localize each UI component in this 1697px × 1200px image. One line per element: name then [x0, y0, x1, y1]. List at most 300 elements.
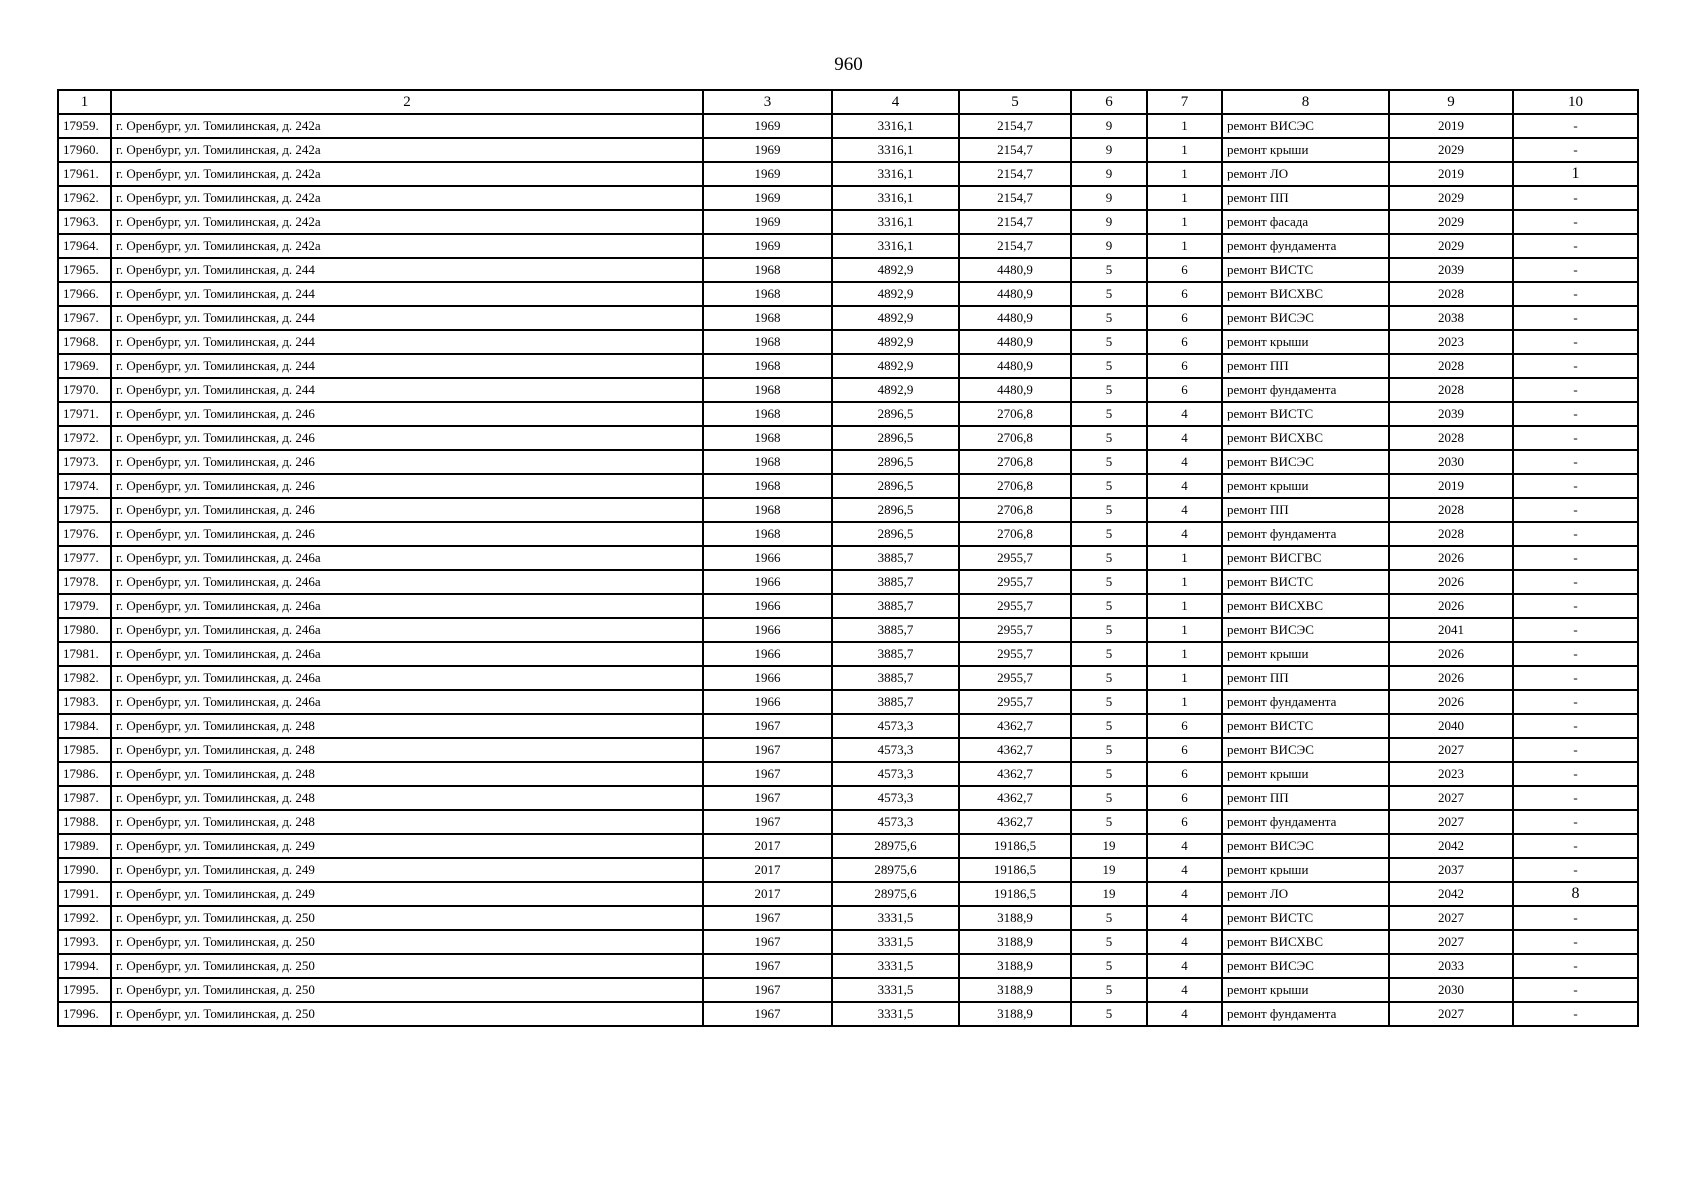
elevator-count-cell: - — [1513, 594, 1638, 618]
row-number-cell: 17980. — [58, 618, 111, 642]
elevator-count-cell: - — [1513, 786, 1638, 810]
table-row — [58, 114, 1638, 138]
row-number-cell: 17965. — [58, 258, 111, 282]
floors-cell: 5 — [1071, 786, 1147, 810]
work-type-cell: ремонт крыши — [1222, 858, 1389, 882]
row-number-cell: 17993. — [58, 930, 111, 954]
entrances-cell: 1 — [1147, 642, 1222, 666]
table-row — [58, 522, 1638, 546]
row-number-cell: 17985. — [58, 738, 111, 762]
row-number-cell: 17979. — [58, 594, 111, 618]
total-area-cell: 3331,5 — [832, 954, 959, 978]
table-row — [58, 786, 1638, 810]
address-cell: г. Оренбург, ул. Томилинская, д. 250 — [111, 978, 703, 1002]
living-area-cell: 2706,8 — [959, 450, 1071, 474]
table-row — [58, 498, 1638, 522]
living-area-cell: 2706,8 — [959, 522, 1071, 546]
build-year-cell: 1966 — [703, 666, 832, 690]
work-type-cell: ремонт фундамента — [1222, 810, 1389, 834]
row-number-cell: 17995. — [58, 978, 111, 1002]
entrances-cell: 4 — [1147, 522, 1222, 546]
planned-year-cell: 2029 — [1389, 210, 1513, 234]
build-year-cell: 1967 — [703, 1002, 832, 1026]
address-cell: г. Оренбург, ул. Томилинская, д. 250 — [111, 1002, 703, 1026]
build-year-cell: 1967 — [703, 714, 832, 738]
floors-cell: 9 — [1071, 234, 1147, 258]
header-cell-7: 7 — [1147, 90, 1222, 114]
floors-cell: 5 — [1071, 738, 1147, 762]
total-area-cell: 3331,5 — [832, 978, 959, 1002]
floors-cell: 5 — [1071, 450, 1147, 474]
entrances-cell: 1 — [1147, 618, 1222, 642]
entrances-cell: 1 — [1147, 162, 1222, 186]
living-area-cell: 4480,9 — [959, 378, 1071, 402]
planned-year-cell: 2029 — [1389, 186, 1513, 210]
table-row — [58, 618, 1638, 642]
living-area-cell: 4362,7 — [959, 738, 1071, 762]
planned-year-cell: 2023 — [1389, 762, 1513, 786]
row-number-cell: 17986. — [58, 762, 111, 786]
table-row — [58, 906, 1638, 930]
header-cell-6: 6 — [1071, 90, 1147, 114]
row-number-cell: 17966. — [58, 282, 111, 306]
work-type-cell: ремонт фундамента — [1222, 378, 1389, 402]
table-row — [58, 690, 1638, 714]
floors-cell: 5 — [1071, 762, 1147, 786]
total-area-cell: 4573,3 — [832, 714, 959, 738]
living-area-cell: 2955,7 — [959, 570, 1071, 594]
total-area-cell: 3316,1 — [832, 114, 959, 138]
elevator-count-cell: 1 — [1513, 162, 1638, 186]
planned-year-cell: 2027 — [1389, 786, 1513, 810]
row-number-cell: 17987. — [58, 786, 111, 810]
build-year-cell: 1968 — [703, 522, 832, 546]
address-cell: г. Оренбург, ул. Томилинская, д. 248 — [111, 810, 703, 834]
floors-cell: 5 — [1071, 474, 1147, 498]
work-type-cell: ремонт ВИСЭС — [1222, 450, 1389, 474]
work-type-cell: ремонт ПП — [1222, 354, 1389, 378]
work-type-cell: ремонт ВИСЭС — [1222, 114, 1389, 138]
address-cell: г. Оренбург, ул. Томилинская, д. 244 — [111, 306, 703, 330]
elevator-count-cell: - — [1513, 186, 1638, 210]
build-year-cell: 1968 — [703, 306, 832, 330]
elevator-count-cell: - — [1513, 450, 1638, 474]
table-row — [58, 570, 1638, 594]
entrances-cell: 1 — [1147, 138, 1222, 162]
living-area-cell: 2706,8 — [959, 402, 1071, 426]
floors-cell: 5 — [1071, 1002, 1147, 1026]
living-area-cell: 2154,7 — [959, 210, 1071, 234]
total-area-cell: 4573,3 — [832, 810, 959, 834]
work-type-cell: ремонт ВИСТС — [1222, 402, 1389, 426]
build-year-cell: 1966 — [703, 546, 832, 570]
row-number-cell: 17972. — [58, 426, 111, 450]
entrances-cell: 4 — [1147, 426, 1222, 450]
address-cell: г. Оренбург, ул. Томилинская, д. 242а — [111, 234, 703, 258]
total-area-cell: 28975,6 — [832, 834, 959, 858]
planned-year-cell: 2033 — [1389, 954, 1513, 978]
table-row — [58, 834, 1638, 858]
row-number-cell: 17962. — [58, 186, 111, 210]
build-year-cell: 1968 — [703, 282, 832, 306]
elevator-count-cell: - — [1513, 378, 1638, 402]
row-number-cell: 17984. — [58, 714, 111, 738]
total-area-cell: 4573,3 — [832, 786, 959, 810]
floors-cell: 19 — [1071, 858, 1147, 882]
elevator-count-cell: - — [1513, 930, 1638, 954]
planned-year-cell: 2026 — [1389, 690, 1513, 714]
row-number-cell: 17978. — [58, 570, 111, 594]
elevator-count-cell: - — [1513, 498, 1638, 522]
address-cell: г. Оренбург, ул. Томилинская, д. 248 — [111, 762, 703, 786]
row-number-cell: 17960. — [58, 138, 111, 162]
planned-year-cell: 2028 — [1389, 426, 1513, 450]
table-row — [58, 162, 1638, 186]
planned-year-cell: 2027 — [1389, 738, 1513, 762]
planned-year-cell: 2029 — [1389, 234, 1513, 258]
planned-year-cell: 2029 — [1389, 138, 1513, 162]
elevator-count-cell: - — [1513, 954, 1638, 978]
planned-year-cell: 2023 — [1389, 330, 1513, 354]
entrances-cell: 1 — [1147, 666, 1222, 690]
entrances-cell: 6 — [1147, 810, 1222, 834]
floors-cell: 9 — [1071, 210, 1147, 234]
entrances-cell: 4 — [1147, 474, 1222, 498]
living-area-cell: 19186,5 — [959, 882, 1071, 906]
build-year-cell: 1968 — [703, 330, 832, 354]
total-area-cell: 2896,5 — [832, 522, 959, 546]
elevator-count-cell: - — [1513, 210, 1638, 234]
build-year-cell: 1968 — [703, 354, 832, 378]
total-area-cell: 3331,5 — [832, 930, 959, 954]
work-type-cell: ремонт ПП — [1222, 498, 1389, 522]
total-area-cell: 3331,5 — [832, 1002, 959, 1026]
address-cell: г. Оренбург, ул. Томилинская, д. 248 — [111, 738, 703, 762]
work-type-cell: ремонт ЛО — [1222, 882, 1389, 906]
address-cell: г. Оренбург, ул. Томилинская, д. 244 — [111, 282, 703, 306]
address-cell: г. Оренбург, ул. Томилинская, д. 246 — [111, 426, 703, 450]
floors-cell: 9 — [1071, 138, 1147, 162]
repair-schedule-table — [57, 89, 1639, 1027]
entrances-cell: 4 — [1147, 450, 1222, 474]
living-area-cell: 3188,9 — [959, 930, 1071, 954]
work-type-cell: ремонт ВИСТС — [1222, 570, 1389, 594]
living-area-cell: 2154,7 — [959, 114, 1071, 138]
elevator-count-cell: - — [1513, 114, 1638, 138]
build-year-cell: 1966 — [703, 570, 832, 594]
work-type-cell: ремонт крыши — [1222, 978, 1389, 1002]
elevator-count-cell: - — [1513, 762, 1638, 786]
elevator-count-cell: - — [1513, 642, 1638, 666]
header-cell-3: 3 — [703, 90, 832, 114]
elevator-count-cell: - — [1513, 906, 1638, 930]
table-row — [58, 402, 1638, 426]
work-type-cell: ремонт ЛО — [1222, 162, 1389, 186]
work-type-cell: ремонт ВИСХВС — [1222, 930, 1389, 954]
living-area-cell: 4480,9 — [959, 258, 1071, 282]
planned-year-cell: 2030 — [1389, 450, 1513, 474]
build-year-cell: 1969 — [703, 234, 832, 258]
row-number-cell: 17968. — [58, 330, 111, 354]
elevator-count-cell: - — [1513, 978, 1638, 1002]
address-cell: г. Оренбург, ул. Томилинская, д. 249 — [111, 834, 703, 858]
planned-year-cell: 2026 — [1389, 546, 1513, 570]
planned-year-cell: 2040 — [1389, 714, 1513, 738]
living-area-cell: 2955,7 — [959, 690, 1071, 714]
address-cell: г. Оренбург, ул. Томилинская, д. 246 — [111, 522, 703, 546]
build-year-cell: 2017 — [703, 882, 832, 906]
floors-cell: 5 — [1071, 306, 1147, 330]
planned-year-cell: 2019 — [1389, 114, 1513, 138]
work-type-cell: ремонт ПП — [1222, 666, 1389, 690]
elevator-count-cell: - — [1513, 474, 1638, 498]
elevator-count-cell: - — [1513, 234, 1638, 258]
work-type-cell: ремонт ВИСХВС — [1222, 282, 1389, 306]
living-area-cell: 2955,7 — [959, 618, 1071, 642]
table-row — [58, 234, 1638, 258]
entrances-cell: 1 — [1147, 210, 1222, 234]
total-area-cell: 3331,5 — [832, 906, 959, 930]
total-area-cell: 4573,3 — [832, 738, 959, 762]
work-type-cell: ремонт фундамента — [1222, 1002, 1389, 1026]
total-area-cell: 4892,9 — [832, 282, 959, 306]
address-cell: г. Оренбург, ул. Томилинская, д. 249 — [111, 882, 703, 906]
build-year-cell: 1968 — [703, 498, 832, 522]
build-year-cell: 1967 — [703, 738, 832, 762]
living-area-cell: 2154,7 — [959, 162, 1071, 186]
row-number-cell: 17996. — [58, 1002, 111, 1026]
living-area-cell: 2154,7 — [959, 234, 1071, 258]
entrances-cell: 1 — [1147, 546, 1222, 570]
work-type-cell: ремонт ВИСХВС — [1222, 594, 1389, 618]
row-number-cell: 17961. — [58, 162, 111, 186]
living-area-cell: 3188,9 — [959, 1002, 1071, 1026]
floors-cell: 5 — [1071, 258, 1147, 282]
address-cell: г. Оренбург, ул. Томилинская, д. 246а — [111, 570, 703, 594]
floors-cell: 5 — [1071, 570, 1147, 594]
build-year-cell: 1967 — [703, 762, 832, 786]
address-cell: г. Оренбург, ул. Томилинская, д. 250 — [111, 930, 703, 954]
work-type-cell: ремонт крыши — [1222, 330, 1389, 354]
planned-year-cell: 2028 — [1389, 282, 1513, 306]
entrances-cell: 6 — [1147, 786, 1222, 810]
table-row — [58, 738, 1638, 762]
elevator-count-cell: - — [1513, 354, 1638, 378]
row-number-cell: 17992. — [58, 906, 111, 930]
row-number-cell: 17971. — [58, 402, 111, 426]
build-year-cell: 1969 — [703, 186, 832, 210]
planned-year-cell: 2041 — [1389, 618, 1513, 642]
work-type-cell: ремонт крыши — [1222, 138, 1389, 162]
work-type-cell: ремонт крыши — [1222, 762, 1389, 786]
row-number-cell: 17982. — [58, 666, 111, 690]
entrances-cell: 6 — [1147, 282, 1222, 306]
entrances-cell: 6 — [1147, 330, 1222, 354]
table-row — [58, 138, 1638, 162]
entrances-cell: 4 — [1147, 402, 1222, 426]
living-area-cell: 19186,5 — [959, 858, 1071, 882]
floors-cell: 5 — [1071, 642, 1147, 666]
entrances-cell: 4 — [1147, 906, 1222, 930]
address-cell: г. Оренбург, ул. Томилинская, д. 246а — [111, 642, 703, 666]
floors-cell: 5 — [1071, 522, 1147, 546]
table-row — [58, 474, 1638, 498]
planned-year-cell: 2019 — [1389, 474, 1513, 498]
table-row — [58, 882, 1638, 906]
table-row — [58, 330, 1638, 354]
floors-cell: 5 — [1071, 666, 1147, 690]
planned-year-cell: 2042 — [1389, 882, 1513, 906]
floors-cell: 9 — [1071, 186, 1147, 210]
header-row — [58, 90, 1638, 114]
work-type-cell: ремонт ВИСЭС — [1222, 954, 1389, 978]
address-cell: г. Оренбург, ул. Томилинская, д. 246 — [111, 450, 703, 474]
elevator-count-cell: - — [1513, 690, 1638, 714]
floors-cell: 5 — [1071, 426, 1147, 450]
build-year-cell: 1967 — [703, 906, 832, 930]
row-number-cell: 17975. — [58, 498, 111, 522]
table-row — [58, 186, 1638, 210]
living-area-cell: 3188,9 — [959, 978, 1071, 1002]
build-year-cell: 1967 — [703, 810, 832, 834]
work-type-cell: ремонт ВИСТС — [1222, 258, 1389, 282]
table-row — [58, 306, 1638, 330]
address-cell: г. Оренбург, ул. Томилинская, д. 244 — [111, 378, 703, 402]
planned-year-cell: 2027 — [1389, 906, 1513, 930]
elevator-count-cell: - — [1513, 858, 1638, 882]
entrances-cell: 1 — [1147, 114, 1222, 138]
address-cell: г. Оренбург, ул. Томилинская, д. 246а — [111, 690, 703, 714]
planned-year-cell: 2028 — [1389, 354, 1513, 378]
living-area-cell: 3188,9 — [959, 906, 1071, 930]
total-area-cell: 4892,9 — [832, 258, 959, 282]
entrances-cell: 1 — [1147, 594, 1222, 618]
table-row — [58, 282, 1638, 306]
floors-cell: 5 — [1071, 906, 1147, 930]
living-area-cell: 4362,7 — [959, 714, 1071, 738]
row-number-cell: 17974. — [58, 474, 111, 498]
table-row — [58, 354, 1638, 378]
floors-cell: 5 — [1071, 978, 1147, 1002]
entrances-cell: 4 — [1147, 930, 1222, 954]
living-area-cell: 4480,9 — [959, 282, 1071, 306]
planned-year-cell: 2026 — [1389, 570, 1513, 594]
table-row — [58, 810, 1638, 834]
address-cell: г. Оренбург, ул. Томилинская, д. 242а — [111, 210, 703, 234]
entrances-cell: 4 — [1147, 834, 1222, 858]
work-type-cell: ремонт фасада — [1222, 210, 1389, 234]
living-area-cell: 4362,7 — [959, 762, 1071, 786]
living-area-cell: 4362,7 — [959, 810, 1071, 834]
address-cell: г. Оренбург, ул. Томилинская, д. 248 — [111, 786, 703, 810]
floors-cell: 5 — [1071, 282, 1147, 306]
row-number-cell: 17970. — [58, 378, 111, 402]
header-cell-2: 2 — [111, 90, 703, 114]
elevator-count-cell: - — [1513, 522, 1638, 546]
address-cell: г. Оренбург, ул. Томилинская, д. 250 — [111, 906, 703, 930]
total-area-cell: 4573,3 — [832, 762, 959, 786]
row-number-cell: 17988. — [58, 810, 111, 834]
table-row — [58, 378, 1638, 402]
row-number-cell: 17976. — [58, 522, 111, 546]
entrances-cell: 6 — [1147, 762, 1222, 786]
build-year-cell: 2017 — [703, 834, 832, 858]
address-cell: г. Оренбург, ул. Томилинская, д. 246а — [111, 546, 703, 570]
row-number-cell: 17967. — [58, 306, 111, 330]
floors-cell: 5 — [1071, 594, 1147, 618]
address-cell: г. Оренбург, ул. Томилинская, д. 246 — [111, 498, 703, 522]
elevator-count-cell: - — [1513, 834, 1638, 858]
elevator-count-cell: - — [1513, 618, 1638, 642]
work-type-cell: ремонт ВИСЭС — [1222, 618, 1389, 642]
elevator-count-cell: - — [1513, 138, 1638, 162]
elevator-count-cell: - — [1513, 570, 1638, 594]
living-area-cell: 2154,7 — [959, 138, 1071, 162]
total-area-cell: 2896,5 — [832, 450, 959, 474]
floors-cell: 5 — [1071, 402, 1147, 426]
planned-year-cell: 2039 — [1389, 258, 1513, 282]
address-cell: г. Оренбург, ул. Томилинская, д. 246 — [111, 402, 703, 426]
entrances-cell: 6 — [1147, 306, 1222, 330]
header-cell-8: 8 — [1222, 90, 1389, 114]
table-row — [58, 258, 1638, 282]
floors-cell: 9 — [1071, 162, 1147, 186]
total-area-cell: 4892,9 — [832, 330, 959, 354]
planned-year-cell: 2028 — [1389, 498, 1513, 522]
row-number-cell: 17991. — [58, 882, 111, 906]
entrances-cell: 6 — [1147, 378, 1222, 402]
build-year-cell: 1969 — [703, 138, 832, 162]
table-row — [58, 546, 1638, 570]
total-area-cell: 4892,9 — [832, 378, 959, 402]
row-number-cell: 17969. — [58, 354, 111, 378]
living-area-cell: 2955,7 — [959, 546, 1071, 570]
row-number-cell: 17959. — [58, 114, 111, 138]
page-number: 960 — [834, 54, 863, 75]
work-type-cell: ремонт ВИСТС — [1222, 906, 1389, 930]
total-area-cell: 2896,5 — [832, 426, 959, 450]
build-year-cell: 1966 — [703, 594, 832, 618]
floors-cell: 19 — [1071, 882, 1147, 906]
total-area-cell: 3885,7 — [832, 690, 959, 714]
row-number-cell: 17981. — [58, 642, 111, 666]
total-area-cell: 2896,5 — [832, 498, 959, 522]
floors-cell: 5 — [1071, 546, 1147, 570]
table-row — [58, 930, 1638, 954]
address-cell: г. Оренбург, ул. Томилинская, д. 244 — [111, 330, 703, 354]
row-number-cell: 17963. — [58, 210, 111, 234]
living-area-cell: 2955,7 — [959, 642, 1071, 666]
address-cell: г. Оренбург, ул. Томилинская, д. 246а — [111, 594, 703, 618]
entrances-cell: 1 — [1147, 186, 1222, 210]
living-area-cell: 4480,9 — [959, 306, 1071, 330]
address-cell: г. Оренбург, ул. Томилинская, д. 244 — [111, 258, 703, 282]
row-number-cell: 17977. — [58, 546, 111, 570]
elevator-count-cell: - — [1513, 258, 1638, 282]
elevator-count-cell: - — [1513, 1002, 1638, 1026]
table-row — [58, 594, 1638, 618]
total-area-cell: 2896,5 — [832, 402, 959, 426]
header-cell-5: 5 — [959, 90, 1071, 114]
table-row — [58, 1002, 1638, 1026]
table-row — [58, 450, 1638, 474]
total-area-cell: 28975,6 — [832, 858, 959, 882]
work-type-cell: ремонт фундамента — [1222, 522, 1389, 546]
work-type-cell: ремонт ВИСЭС — [1222, 738, 1389, 762]
work-type-cell: ремонт крыши — [1222, 474, 1389, 498]
living-area-cell: 4480,9 — [959, 354, 1071, 378]
total-area-cell: 2896,5 — [832, 474, 959, 498]
